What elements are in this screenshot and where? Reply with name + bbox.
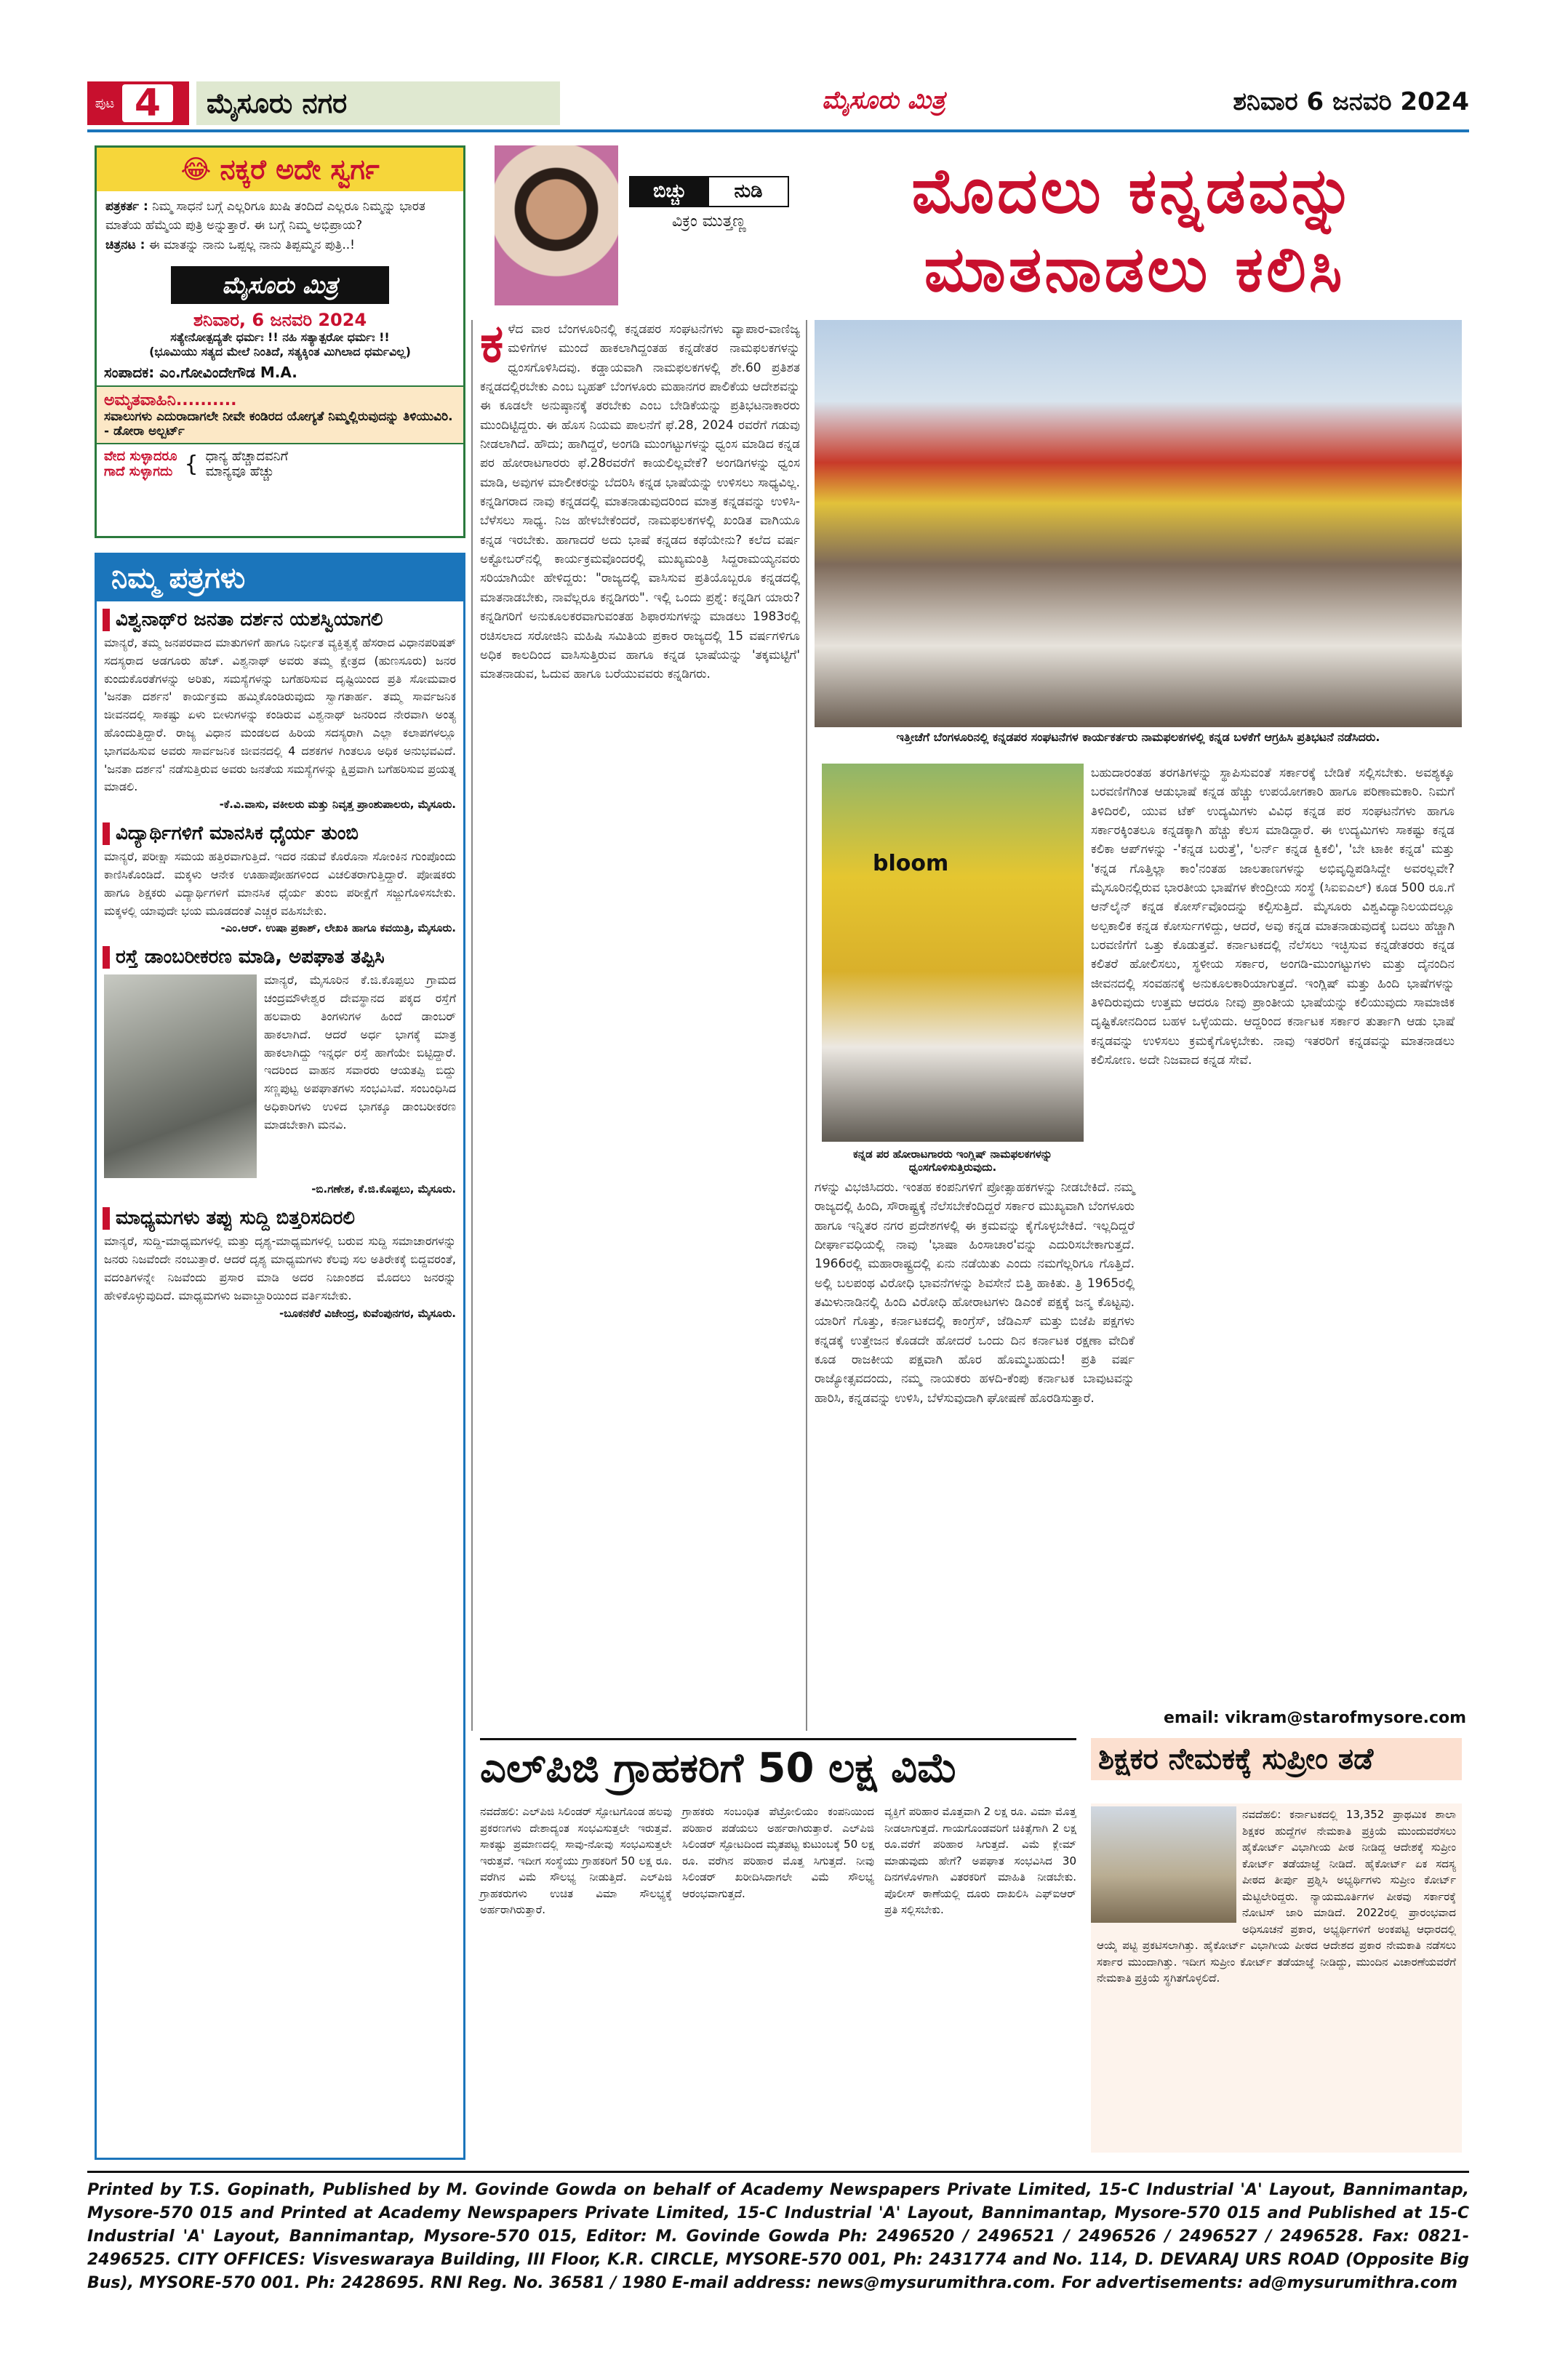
letter-4-body: ಮಾನ್ಯರೆ, ಸುದ್ದಿ-ಮಾಧ್ಯಮಗಳಲ್ಲಿ ಮತ್ತು ದೃಶ್ಯ-ಮಾಧ್ಯಮಗಳಲ್ಲಿ ಬರುವ ಸುದ್ದಿ ಸಮಾಚಾರಗಳನ್ನು ಜನರು ನಿಜವೆಂದೇ ನಂಬುತ್ತಾರೆ. ಆದರೆ ದೃಶ್ಯ ಮಾಧ್ಯಮಗಳು ಕೆಲವು ಸಲ ಅತಿರೇಕಕ್ಕೆ ಬಿದ್ದವರಂತೆ, ವದಂತಿಗಳನ್ನೇ ನಿಜವೆಂದು ಪ್ರಸಾರ ಮಾಡಿ ಅದರ ನಿಜಾಂಶದ ಮೊದಲು ಜನರನ್ನು ಹೇಳಿಕೊಳ್ಳುವುದಿದೆ. ಮಾಧ್ಯಮಗಳು ಜವಾಬ್ದಾರಿಯಿಂದ ವರ್ತಿಸಬೇಕು. bbox=[104, 1234, 456, 1302]
lpg-column-2: ಗ್ರಾಹಕರು ಸಂಬಂಧಿತ ಪೆಟ್ರೋಲಿಯಂ ಕಂಪನಿಯಿಂದ ಪರಿಹಾರ ಪಡೆಯಲು ಅರ್ಹರಾಗಿರುತ್ತಾರೆ. ಎಲ್‌ಪಿಜಿ ಸಿಲಿಂಡರ್ ಸ್ಫೋಟದಿಂದ ಮೃತಪಟ್ಟ ಕುಟುಂಬಕ್ಕೆ 50 ಲಕ್ಷ ರೂ. ವರೆಗಿನ ಪರಿಹಾರ ಮೊತ್ತ ಸಿಗುತ್ತದೆ. ನೀವು ಸಿಲಿಂಡರ್ ಖರೀದಿಸಿದಾಗಲೇ ವಿಮೆ ಸೌಲಭ್ಯ ಆರಂಭವಾಗುತ್ತದೆ. bbox=[682, 1805, 874, 1900]
protest-photo-caption: ಇತ್ತೀಚೆಗೆ ಬೆಂಗಳೂರಿನಲ್ಲಿ ಕನ್ನಡಪರ ಸಂಘಟನೆಗಳ ಕಾರ್ಯಕರ್ತರು ನಾಮಫಲಕಗಳಲ್ಲಿ ಕನ್ನಡ ಬಳಕೆಗೆ ಆಗ್ರಹಿಸಿ ಪ್ರತಿಭಟನೆ ನಡೆಸಿದರು. bbox=[896, 730, 1380, 744]
author-name: ವಿಕ್ರಂ ಮುತ್ತಣ್ಣ bbox=[672, 212, 746, 231]
article-text-1: ಳೆದ ವಾರ ಬೆಂಗಳೂರಿನಲ್ಲಿ ಕನ್ನಡಪರ ಸಂಘಟನೆಗಳು ವ್ಯಾಪಾರ-ವಾಣಿಜ್ಯ ಮಳಿಗೆಗಳ ಮುಂದೆ ಹಾಕಲಾಗಿದ್ದಂತಹ ಕನ್ನಡೇತರ ನಾಮಫಲಕಗಳನ್ನು ಧ್ವಂಸಗೊಳಿಸಿದವು. ಕಡ್ಡಾಯವಾಗಿ ನಾಮಫಲಕಗಳಲ್ಲಿ ಶೇ.60 ಪ್ರತಿಶತ ಕನ್ನಡದಲ್ಲಿರಬೇಕು ಎಂಬ ಬೃಹತ್ ಬೆಂಗಳೂರು ಮಹಾನಗರ ಪಾಲಿಕೆಯ ಆದೇಶವನ್ನು ಈ ಕೂಡಲೇ ಅನುಷ್ಠಾನಕ್ಕೆ ತರಬೇಕು ಎಂಬ ಬೇಡಿಕೆಯನ್ನು ಪ್ರತಿಭಟನಾಕಾರರು ಮುಂದಿಟ್ಟಿದ್ದರು. ಈ ಹೊಸ ನಿಯಮ ಪಾಲನೆಗೆ ಫೆ.28, 2024 ರವರೆಗೆ ಗಡುವು ನೀಡಲಾಗಿದೆ. ಹೌದು; ಹಾಗಿದ್ದರೆ, ಅಂಗಡಿ ಮುಂಗಟ್ಟುಗಳನ್ನು ಧ್ವಂಸ ಮಾಡಿದ ಕನ್ನಡ ಪರ ಹೋರಾಟಗಾರರು ಫೆ.28ರವರೆಗೆ ಕಾಯಲಿಲ್ಲವೇಕೆ? ಅಂಗಡಿಗಳನ್ನು ಧ್ವಂಸ ಮಾಡಿ, ಅವುಗಳ ಮಾಲೀಕರನ್ನು ಬೆದರಿಸಿ ಕನ್ನಡ ಭಾಷೆಯನ್ನು ಉಳಿಸಲು ಸಾಧ್ಯವಿಲ್ಲ. ಕನ್ನಡಿಗರಾದ ನಾವು ಕನ್ನಡದಲ್ಲಿ ಮಾತನಾಡುವುದರಿಂದ ಮಾತ್ರ ಕನ್ನಡವನ್ನು ಉಳಿಸಿ-ಬೆಳೆಸಲು ಸಾಧ್ಯ. ನಿಜ ಹೇಳಬೇಕೆಂದರೆ, ನಾಮಫಲಕಗಳಲ್ಲಿ ಖಂಡಿತ ವಾಗಿಯೂ ಕನ್ನಡ ಇರಬೇಕು. ಹಾಗಾದರೆ ಅದು ಭಾಷೆ ಕನ್ನಡದ ಕಥೆಯೇನು? ಕಲೆದ ವರ್ಷ ಅಕ್ಟೋಬರ್‌ನಲ್ಲಿ ಕಾರ್ಯಕ್ರಮವೊಂದರಲ್ಲಿ ಮುಖ್ಯಮಂತ್ರಿ ಸಿದ್ದರಾಮಯ್ಯನವರು ಸರಿಯಾಗಿಯೇ ಹೇಳಿದ್ದರು: "ರಾಜ್ಯದಲ್ಲಿ ವಾಸಿಸುವ ಪ್ರತಿಯೊಬ್ಬರೂ ಕನ್ನಡದಲ್ಲಿ ಮಾತನಾಡಬೇಕು, ನಾವೆಲ್ಲರೂ ಕನ್ನಡಿಗರು". ಇಲ್ಲಿ ಒಂದು ಪ್ರಶ್ನೆ: ಕನ್ನಡಿಗ ಯಾರು? ಕನ್ನಡಿಗರಿಗೆ ಅನುಕೂಲಕರವಾಗುವಂತಹ ಶಿಫಾರಸುಗಳನ್ನು ಮಾಡಲು 1983ರಲ್ಲಿ ರಚಿಸಲಾದ ಸರೋಜಿನಿ ಮಹಿಷಿ ಸಮಿತಿಯ ಪ್ರಕಾರ ರಾಜ್ಯದಲ್ಲಿ 15 ವರ್ಷಗಳಿಗೂ ಅಧಿಕ ಕಾಲದಿಂದ ವಾಸಿಸುತ್ತಿರುವ ಹಾಗೂ ಕನ್ನಡ ಭಾಷೆಯನ್ನು 'ತಕ್ಕಮಟ್ಟಿಗೆ' ಮಾತನಾಡುವ, ಓದುವ ಹಾಗೂ ಬರೆಯುವವರು ಕನ್ನಡಿಗರು. bbox=[480, 322, 800, 682]
author-email: email: vikram@starofmysore.com bbox=[1164, 1709, 1467, 1727]
letter-3-headline: ರಸ್ತೆ ಡಾಂಬರೀಕರಣ ಮಾಡಿ, ಅಪಘಾತ ತಪ್ಪಿಸಿ bbox=[103, 946, 457, 969]
signboard-photo-caption: ಕನ್ನಡ ಪರ ಹೋರಾಟಗಾರರು ಇಂಗ್ಲಿಷ್ ನಾಮಫಲಕಗಳನ್ನು ಧ್ವಂಸಗೊಳಿಸುತ್ತಿರುವುದು. bbox=[853, 1148, 1052, 1174]
signboard-photo bbox=[822, 764, 1084, 1142]
letter-4-signature: -ಬೂಕನಕೆರೆ ವಿಜೇಂದ್ರ, ಕುವೆಂಪುನಗರ, ಮೈಸೂರು. bbox=[279, 1306, 456, 1320]
author-photo bbox=[495, 145, 618, 305]
imprint-footer: Printed by T.S. Gopinath, Published by M. Govinde Gowda on behalf of Academy Newspapers Private Limited, 15-C Industrial 'A' Layout, Bannimantap, Mysore-570 015 and Printed at Academy Newspapers Private Limited, 15-C Industrial 'A' Layout, Bannimantap, Mysore-570 015 and Published at 15-C Industrial 'A' Layout, Bannimantap, Mysore-570 015, Editor: M. Govinde Gowda Ph: 2496520 / 2496521 / 2496526 / 2496527 / 2496528. Fax: 0821-2496525. CITY OFFICES: Visveswaraya Building, III Floor, K.R. CIRCLE, MYSORE-570 001, Ph: 2431774 and No. 114, D. DEVARAJ URS ROAD (Opposite Big Bus), MYSORE-570 001. Ph: 2428695. RNI Reg. No. 36581 / 1980 E-mail address: news@mysurumithra.com. For advertisements: ad@mysurumithra.com bbox=[87, 2171, 1469, 2294]
court-headline: ಶಿಕ್ಷಕರ ನೇಮಕಕ್ಕೆ ಸುಪ್ರೀಂ ತಡೆ bbox=[1091, 1738, 1462, 1780]
letter-2-signature: -ಎಂ.ಆರ್. ಉಷಾ ಪ್ರಕಾಶ್, ಲೇಖಕಿ ಹಾಗೂ ಕವಯಿತ್ರಿ, ಮೈಸೂರು. bbox=[220, 921, 456, 935]
column-badge-right: ನುಡಿ bbox=[734, 180, 763, 202]
letter-3-body: ಮಾನ್ಯರೆ, ಮೈಸೂರಿನ ಕೆ.ಜಿ.ಕೊಪ್ಪಲು ಗ್ರಾಮದ ಚಂದ್ರಮೌಳೇಶ್ವರ ದೇವಸ್ಥಾನದ ಪಕ್ಕದ ರಸ್ತೆಗೆ ಹಲವಾರು ತಿಂಗಳುಗಳ ಹಿಂದೆ ಡಾಂಬರ್ ಹಾಕಲಾಗಿದೆ. ಆದರೆ ಅರ್ಧ ಭಾಗಕ್ಕೆ ಮಾತ್ರ ಹಾಕಲಾಗಿದ್ದು ಇನ್ನರ್ಧ ರಸ್ತೆ ಹಾಗೆಯೇ ಬಿಟ್ಟಿದ್ದಾರೆ. ಇದರಿಂದ ವಾಹನ ಸವಾರರು ಆಯತಪ್ಪಿ ಬಿದ್ದು ಸಣ್ಣಪುಟ್ಟ ಅಪಘಾತಗಳು ಸಂಭವಿಸಿವೆ. ಸಂಬಂಧಿಸಿದ ಅಧಿಕಾರಿಗಳು ಉಳಿದ ಭಾಗಕ್ಕೂ ಡಾಂಬರೀಕರಣ ಮಾಡಬೇಕಾಗಿ ಮನವಿ. bbox=[264, 973, 456, 1132]
masthead-motto: ಸತ್ಯೇನೋತ್ಪದ್ಯತೇ ಧರ್ಮಃ !! ನಹಿ ಸತ್ಯಾತ್ಪರೋ ಧರ್ಮಃ !! bbox=[170, 330, 390, 345]
issue-date: ಶನಿವಾರ 6 ಜನವರಿ 2024 bbox=[1233, 87, 1469, 116]
column-divider bbox=[471, 320, 473, 1731]
article-column-1 bbox=[480, 313, 800, 1716]
masthead-date: ಶನಿವಾರ, 6 ಜನವರಿ 2024 bbox=[193, 310, 367, 331]
lpg-headline: ಎಲ್‌ಪಿಜಿ ಗ್ರಾಹಕರಿಗೆ 50 ಲಕ್ಷ ವಿಮೆ bbox=[480, 1738, 1076, 1793]
main-headline: ಮೊದಲು ಕನ್ನಡವನ್ನು ಮಾತನಾಡಲು ಕಲಿಸಿ bbox=[911, 155, 1358, 306]
amruta-vahini bbox=[97, 385, 463, 443]
joke-answer: ಈ ಮಾತನ್ನು ನಾನು ಒಪ್ಪಲ್ಲ ನಾನು ತಿಪ್ಪಮ್ಮನ ಪುತ್ರಿ..! bbox=[148, 237, 355, 252]
nakkare-box bbox=[95, 145, 465, 538]
joke-q-label: ಪತ್ರಕರ್ತ : bbox=[105, 199, 148, 214]
dropcap: ಕ bbox=[480, 313, 504, 374]
masthead-logo: ಮೈಸೂರು ಮಿತ್ರ bbox=[171, 266, 389, 304]
proverb-box bbox=[97, 443, 463, 484]
page-header bbox=[87, 81, 1469, 125]
column-divider bbox=[806, 320, 807, 1731]
editor-name: ಸಂಪಾದಕ: ಎಂ.ಗೋವಿಂದೇಗೌಡ M.A. bbox=[104, 364, 297, 382]
amruta-quote: ಸವಾಲುಗಳು ಎದುರಾದಾಗಲೇ ನೀವೇ ಕಂಡಿರದ ಯೋಗ್ಯತೆ ನಿಮ್ಮಲ್ಲಿರುವುದನ್ನು ತಿಳಿಯುವಿರಿ. - ಡೋರಾ ಅಲ್ಬರ್ಟ್ bbox=[104, 409, 453, 439]
letter-2-body: ಮಾನ್ಯರೆ, ಪರೀಕ್ಷಾ ಸಮಯ ಹತ್ತಿರವಾಗುತ್ತಿದೆ. ಇದರ ನಡುವೆ ಕೊರೊನಾ ಸೋಂಕಿನ ಗುಂಪೊಂದು ಕಾಣಿಸಿಕೊಂಡಿದೆ. ಮಕ್ಕಳು ಆನೇಕ ಊಹಾಪೋಹಗಳಿಂದ ವಿಚಲಿತರಾಗುತ್ತಿದ್ದಾರೆ. ಪೋಷಕರು ಹಾಗೂ ಶಿಕ್ಷಕರು ವಿದ್ಯಾರ್ಥಿಗಳಿಗೆ ಮಾನಸಿಕ ಧೈರ್ಯ ತುಂಬಿ ಪರೀಕ್ಷೆಗೆ ಸಜ್ಜುಗೊಳಿಸಬೇಕು. ಮಕ್ಕಳಲ್ಲಿ ಯಾವುದೇ ಭಯ ಮೂಡದಂತೆ ಎಚ್ಚರ ವಹಿಸಬೇಕು. bbox=[104, 849, 456, 918]
nakkare-title: 😂 ನಕ್ಕರೆ ಅದೇ ಸ್ವರ್ಗ bbox=[97, 148, 463, 191]
nakkare-joke bbox=[97, 191, 463, 260]
court-story bbox=[1091, 1803, 1462, 2153]
letter-3-signature: -ಬಿ.ಗಣೇಶ, ಕೆ.ಜಿ.ಕೊಪ್ಪಲು, ಮೈಸೂರು. bbox=[311, 1182, 456, 1196]
laughing-face-icon: 😂 bbox=[180, 154, 212, 185]
columnist-header bbox=[480, 145, 800, 313]
masthead-motto-translation: (ಭೂಮಿಯು ಸತ್ಯದ ಮೇಲೆ ನಿಂತಿದೆ, ಸತ್ಯಕ್ಕಿಂತ ಮಿಗಿಲಾದ ಧರ್ಮವಿಲ್ಲ) bbox=[149, 345, 411, 359]
proverb-right-2: ಮಾನ್ಯವೂ ಹೆಚ್ಚು bbox=[205, 464, 274, 480]
page-number-badge bbox=[87, 81, 189, 125]
letter-1-body: ಮಾನ್ಯರೆ, ತಮ್ಮ ಜನಪರವಾದ ಮಾತುಗಳಿಗೆ ಹಾಗೂ ನಿರ್ಭೀತ ವ್ಯಕ್ತಿತ್ವಕ್ಕೆ ಹೆಸರಾದ ವಿಧಾನಪರಿಷತ್ ಸದಸ್ಯರಾದ ಅಡಗೂರು ಹೆಚ್. ವಿಶ್ವನಾಥ್ ಅವರು ತಮ್ಮ ಕ್ಷೇತ್ರದ (ಹುಣಸೂರು) ಜನರ ಕುಂದುಕೊರತೆಗಳನ್ನು ಅರಿತು, ಸಮಸ್ಯೆಗಳನ್ನು ಬಗೆಹರಿಸುವ ದೃಷ್ಟಿಯಿಂದ ಪ್ರತಿ ಸೋಮವಾರ 'ಜನತಾ ದರ್ಶನ' ಕಾರ್ಯಕ್ರಮ ಹಮ್ಮಿಕೊಂಡಿರುವುದು ಸ್ವಾಗತಾರ್ಹ. ತಮ್ಮ ಸಾರ್ವಜನಿಕ ಜೀವನದಲ್ಲಿ ಸಾಕಷ್ಟು ಏಳು ಬೀಳುಗಳನ್ನು ಕಂಡಿರುವ ವಿಶ್ವನಾಥ್ ಜನರಿಂದ ನೇರವಾಗಿ ಅಂತ್ಯ ಹೊಂದುತ್ತಿದ್ದಾರೆ. ರಾಜ್ಯ ವಿಧಾನ ಮಂಡಲದ ಹಿರಿಯ ಸದಸ್ಯರಾಗಿ ಎಲ್ಲಾ ಕಲಾಪಗಳಲ್ಲೂ ಭಾಗವಹಿಸುವ ಅವರು ಸಾರ್ವಜನಿಕ ಜೀವನದಲ್ಲಿ 4 ದಶಕಗಳ ಗಿಂತಲೂ ಅಧಿಕ ಅನುಭವವಿದೆ. 'ಜನತಾ ದರ್ಶನ' ನಡೆಸುತ್ತಿರುವ ಅವರು ಜನತೆಯ ಸಮಸ್ಯೆಗಳನ್ನು ಕ್ಷಿಪ್ರವಾಗಿ ಬಗೆಹರಿಸುವ ಪ್ರಯತ್ನ ಮಾಡಲಿ. bbox=[104, 636, 456, 794]
column-badge-left: ಬಿಚ್ಚು bbox=[631, 177, 709, 206]
letters-title: ನಿಮ್ಮ ಪತ್ರಗಳು bbox=[97, 555, 463, 601]
lpg-column-1: ನವದೆಹಲಿ: ಎಲ್‌ಪಿಜಿ ಸಿಲಿಂಡರ್ ಸ್ಫೋಟಗೊಂಡ ಹಲವು ಪ್ರಕರಣಗಳು ದೇಶಾದ್ಯಂತ ಸಂಭವಿಸುತ್ತಲೇ ಇರುತ್ತವೆ. ಸಾಕಷ್ಟು ಪ್ರಮಾಣದಲ್ಲಿ ಸಾವು-ನೋವು ಸಂಭವಿಸುತ್ತಲೇ ಇರುತ್ತವೆ. ಇದೀಗ ಸಂಸ್ಥೆಯು ಗ್ರಾಹಕರಿಗೆ 50 ಲಕ್ಷ ರೂ. ವರೆಗಿನ ವಿಮೆ ಸೌಲಭ್ಯ ನೀಡುತ್ತಿದೆ. ಎಲ್‌ಪಿಜಿ ಗ್ರಾಹಕರುಗಳು ಉಚಿತ ವಿಮಾ ಸೌಲಭ್ಯಕ್ಕೆ ಅರ್ಹರಾಗಿರುತ್ತಾರೆ. bbox=[480, 1805, 672, 1916]
proverb-left-1: ವೇದ ಸುಳ್ಳಾದರೂ bbox=[104, 449, 177, 465]
page-number: 4 bbox=[122, 84, 173, 122]
article-column-3: ಬಹುದಾರಂತಹ ತರಗತಿಗಳನ್ನು ಸ್ಥಾಪಿಸುವಂತೆ ಸರ್ಕಾರಕ್ಕೆ ಬೇಡಿಕೆ ಸಲ್ಲಿಸಬೇಕು. ಅವಶ್ಯಕ್ಕೂ ಬರವಣಿಗೆಗಿಂತ ಆಡುಭಾಷೆ ಕನ್ನಡ ಹೆಚ್ಚು ಉಪಯೋಗಕಾರಿ ಹಾಗೂ ಪರಿಣಾಮಕಾರಿ. ನಿಮಗೆ ತಿಳಿದಿರಲಿ, ಯುವ ಟೆಕ್ ಉದ್ಯಮಿಗಳು ವಿವಿಧ ಕನ್ನಡ ಪರ ಸಂಘಟನೆಗಳು ಹಾಗೂ ಸರ್ಕಾರಕ್ಕಿಂತಲೂ ಕನ್ನಡಕ್ಕಾಗಿ ಹೆಚ್ಚು ಕೆಲಸ ಮಾಡಿದ್ದಾರೆ. ಈ ಉದ್ಯಮಿಗಳು ಸಾಕಷ್ಟು ಕನ್ನಡ ಕಲಿಕಾ ಆಪ್‌ಗಳನ್ನು -'ಕನ್ನಡ ಬರುತ್ತೆ', 'ಲರ್ನ್ ಕನ್ನಡ ಕ್ವಿಕಲಿ', 'ಬೇ ಟಾಕೀ ಕನ್ನಡ' ಮತ್ತು 'ಕನ್ನಡ ಗೊತ್ತಿಲ್ಲಾ ಕಾಂ'ನಂತಹ ಜಾಲತಾಣಗಳನ್ನು ಅಭಿವೃದ್ಧಿಪಡಿಸಿದ್ದೇ ಅವರಲ್ಲವೇ? ಮೈಸೂರಿನಲ್ಲಿರುವ ಭಾರತೀಯ ಭಾಷೆಗಳ ಕೇಂದ್ರೀಯ ಸಂಸ್ಥೆ (ಸಿಐಐಎಲ್) ಕೂಡ 500 ರೂ.ಗೆ ಆನ್‌ಲೈನ್ ಕನ್ನಡ ಕೋರ್ಸ್‌ವೊಂದನ್ನು ಕಲ್ಪಿಸುತ್ತಿದೆ. ಮೈಸೂರು ವಿಶ್ವವಿದ್ಯಾನಿಲಯದಲ್ಲೂ ಅಲ್ಪಕಾಲಿಕ ಕನ್ನಡ ಕೋರ್ಸುಗಳಿದ್ದು, ಆದರೆ, ಅವು ಕನ್ನಡ ಮಾತನಾಡುವುದಕ್ಕೆ ಬದಲು ಹೆಚ್ಚಾಗಿ ಬರವಣಿಗೆಗೆ ಒತ್ತು ಕೊಡುತ್ತವೆ. ಕರ್ನಾಟಕದಲ್ಲಿ ನೆಲೆಸಲು ಇಚ್ಛಿಸುವ ಕನ್ನಡೇತರರು ಕನ್ನಡ ಕಲಿತರೆ ಹೋಲಿಸಲು, ಸ್ಥಳೀಯ ಸರ್ಕಾರ, ಅಂಗಡಿ-ಮುಂಗಟ್ಟುಗಳು ಮತ್ತು ದೈನಂದಿನ ಜೀವನದಲ್ಲಿ ಸಂವಹನಕ್ಕೆ ಅನುಕೂಲಕಾರಿಯಾಗುತ್ತದೆ. ಇಂಗ್ಲಿಷ್ ಮತ್ತು ಹಿಂದಿ ಭಾಷೆಗಳನ್ನು ತಿಳಿದಿರುವುದು ಉತ್ತಮ ಆದರೂ ನೀವು ಪ್ರಾಂತೀಯ ಭಾಷೆಯನ್ನು ಕಲಿಯುವುದು ಸಾಮಾಜಿಕ ದೃಷ್ಟಿಕೋನದಿಂದ ಬಹಳ ಒಳ್ಳೆಯದು. ಆದ್ದರಿಂದ ಕರ್ನಾಟಕ ಸರ್ಕಾರ ತುರ್ತಾಗಿ ಆಡು ಭಾಷೆ ಕನ್ನಡವನ್ನು ಉಳಿಸಲು ಕ್ರಮಕೈಗೊಳ್ಳಬೇಕು. ನಾವು ಇತರರಿಗೆ ಕನ್ನಡವನ್ನು ಮಾತನಾಡಲು ಕಲಿಸೋಣ. ಅದೇ ನಿಜವಾದ ಕನ್ನಡ ಸೇವೆ. bbox=[1091, 766, 1455, 1068]
signboard-text: bloom bbox=[873, 851, 949, 876]
protest-photo bbox=[815, 320, 1462, 727]
section-title: ಮೈಸೂರು ನಗರ bbox=[196, 81, 560, 125]
joke-a-label: ಚಿತ್ರನಟ : bbox=[105, 237, 145, 252]
lpg-story bbox=[480, 1803, 1076, 2153]
proverb-left-2: ಗಾದೆ ಸುಳ್ಳಾಗದು bbox=[104, 464, 173, 480]
supreme-court-photo bbox=[1091, 1806, 1236, 1923]
proverb-right-1: ಧಾನ್ಯ ಹೆಚ್ಚಾದವನಿಗೆ bbox=[205, 449, 289, 465]
article-column-2: ಗಳನ್ನು ವಿಭಜಿಸಿದರು. ಇಂತಹ ಕಂಪನಿಗಳಿಗೆ ಪ್ರೋತ್ಸಾಹಕಗಳನ್ನು ನೀಡಬೇಕಿದೆ. ನಮ್ಮ ರಾಜ್ಯದಲ್ಲಿ ಹಿಂದಿ, ಸೌರಾಷ್ಟ್ರಕ್ಕೆ ನೆಲೆಸಬೇಕೆಂದಿದ್ದರೆ ಸರ್ಕಾರ ಮುಖ್ಯವಾಗಿ ಬೆಂಗಳೂರು ಹಾಗೂ ಇನ್ನಿತರ ನಗರ ಪ್ರದೇಶಗಳಲ್ಲಿ ಈ ಕ್ರಮವನ್ನು ಕೈಗೊಳ್ಳಬೇಕಿದೆ. ಇಲ್ಲದಿದ್ದರೆ ದೀರ್ಘಾವಧಿಯಲ್ಲಿ ನಾವು 'ಭಾಷಾ ಹಿಂಸಾಚಾರ'ವನ್ನು ಎದುರಿಸಬೇಕಾಗುತ್ತದೆ. 1966ರಲ್ಲಿ ಮಹಾರಾಷ್ಟ್ರದಲ್ಲಿ ಏನು ನಡೆಯಿತು ಎಂದು ನಮಗೆಲ್ಲರಿಗೂ ಗೊತ್ತಿದೆ. ಅಲ್ಲಿ ಬಲಪಂಥ ವಿರೋಧಿ ಭಾವನೆಗಳನ್ನು ಶಿವಸೇನೆ ಬಿತ್ತಿ ಹಾಕಿತು. ತ್ರಿ 1965ರಲ್ಲಿ ತಮಿಳುನಾಡಿನಲ್ಲಿ ಹಿಂದಿ ವಿರೋಧಿ ಹೋರಾಟಗಳು ಡಿಎಂಕೆ ಪಕ್ಷಕ್ಕೆ ಜನ್ಮ ಕೊಟ್ಟವು. ಯಾರಿಗೆ ಗೊತ್ತು, ಕರ್ನಾಟಕದಲ್ಲಿ ಕಾಂಗ್ರೆಸ್, ಜೆಡಿಎಸ್ ಮತ್ತು ಬಿಜೆಪಿ ಪಕ್ಷಗಳು ಕನ್ನಡಕ್ಕೆ ಉತ್ತೇಜನ ಕೊಡದೇ ಹೋದರೆ ಒಂದು ದಿನ ಕರ್ನಾಟಕ ರಕ್ಷಣಾ ವೇದಿಕೆ ಕೂಡ ರಾಜಕೀಯ ಪಕ್ಷವಾಗಿ ಹೊರ ಹೊಮ್ಮಬಹುದು! ಪ್ರತಿ ವರ್ಷ ರಾಜ್ಯೋತ್ಸವದಂದು, ನಮ್ಮ ನಾಯಕರು ಹಳದಿ-ಕೆಂಪು ಕರ್ನಾಟಕ ಬಾವುಟವನ್ನು ಹಾರಿಸಿ, ಕನ್ನಡವನ್ನು ಉಳಿಸಿ, ಬೆಳೆಸುವುದಾಗಿ ಘೋಷಣೆ ಹೊರಡಿಸುತ್ತಾರೆ. bbox=[815, 1180, 1135, 1406]
joke-question: ನಿಮ್ಮ ಸಾಧನೆ ಬಗ್ಗೆ ಎಲ್ಲರಿಗೂ ಖುಷಿ ತಂದಿದೆ ಎಲ್ಲರೂ ನಿಮ್ಮನ್ನು ಭಾರತ ಮಾತೆಯ ಹೆಮ್ಮೆಯ ಪುತ್ರಿ ಅನ್ನುತ್ತಾರೆ. ಈ ಬಗ್ಗೆ ನಿಮ್ಮ ಅಭಿಪ್ರಾಯ? bbox=[105, 199, 425, 233]
letters-section bbox=[95, 553, 465, 2160]
letter-4-headline: ಮಾಧ್ಯಮಗಳು ತಪ್ಪು ಸುದ್ದಿ ಬಿತ್ತರಿಸದಿರಲಿ bbox=[103, 1207, 457, 1230]
brace-icon: { bbox=[184, 451, 199, 477]
newspaper-logo: ಮೈಸೂರು ಮಿತ್ರ bbox=[822, 86, 945, 115]
page-label: ಪುಟ bbox=[95, 95, 115, 111]
letter-2-headline: ವಿದ್ಯಾರ್ಥಿಗಳಿಗೆ ಮಾನಸಿಕ ಧೈರ್ಯ ತುಂಬಿ bbox=[103, 822, 457, 845]
header-divider bbox=[87, 129, 1469, 132]
letter-3-wrap bbox=[97, 972, 463, 1134]
letter-1-signature: -ಕೆ.ವಿ.ವಾಸು, ವಕೀಲರು ಮತ್ತು ನಿವೃತ್ತ ಪ್ರಾಂಶುಪಾಲರು, ಮೈಸೂರು. bbox=[219, 798, 456, 812]
court-story-text: ನವದೆಹಲಿ: ಕರ್ನಾಟಕದಲ್ಲಿ 13,352 ಪ್ರಾಥಮಿಕ ಶಾಲಾ ಶಿಕ್ಷಕರ ಹುದ್ದೆಗಳ ನೇಮಕಾತಿ ಪ್ರಕ್ರಿಯೆ ಮುಂದುವರೆಸಲು ಹೈಕೋರ್ಟ್ ವಿಭಾಗೀಯ ಪೀಠ ನೀಡಿದ್ದ ಆದೇಶಕ್ಕೆ ಸುಪ್ರೀಂ ಕೋರ್ಟ್ ತಡೆಯಾಜ್ಞೆ ನೀಡಿದೆ. ಹೈಕೋರ್ಟ್ ಏಕ ಸದಸ್ಯ ಪೀಠದ ತೀರ್ಪು ಪ್ರಶ್ನಿಸಿ ಅಭ್ಯರ್ಥಿಗಳು ಸುಪ್ರೀಂ ಕೋರ್ಟ್ ಮೆಟ್ಟಿಲೇರಿದ್ದರು. ನ್ಯಾಯಮೂರ್ತಿಗಳ ಪೀಠವು ಸರ್ಕಾರಕ್ಕೆ ನೋಟಿಸ್ ಜಾರಿ ಮಾಡಿದೆ. 2022ರಲ್ಲಿ ಪ್ರಾರಂಭವಾದ ಅಧಿಸೂಚನೆ ಪ್ರಕಾರ, ಅಭ್ಯರ್ಥಿಗಳಿಗೆ ಅಂಕಪಟ್ಟಿ ಆಧಾರದಲ್ಲಿ ಆಯ್ಕೆ ಪಟ್ಟಿ ಪ್ರಕಟಿಸಲಾಗಿತ್ತು. ಹೈಕೋರ್ಟ್ ವಿಭಾಗೀಯ ಪೀಠದ ಆದೇಶದ ಪ್ರಕಾರ ನೇಮಕಾತಿ ನಡೆಸಲು ಸರ್ಕಾರ ಮುಂದಾಗಿತ್ತು. ಇದೀಗ ಸುಪ್ರೀಂ ಕೋರ್ಟ್ ತಡೆಯಾಜ್ಞೆ ನೀಡಿದ್ದು, ಮುಂದಿನ ವಿಚಾರಣೆಯವರೆಗೆ ನೇಮಕಾತಿ ಪ್ರಕ್ರಿಯೆ ಸ್ಥಗಿತಗೊಳ್ಳಲಿದೆ. bbox=[1097, 1808, 1456, 1985]
amruta-title: ಅಮೃತವಾಹಿನಿ.......... bbox=[104, 391, 237, 410]
lpg-column-3: ವ್ಯಕ್ತಿಗೆ ಪರಿಹಾರ ಮೊತ್ತವಾಗಿ 2 ಲಕ್ಷ ರೂ. ವಿಮಾ ಮೊತ್ತ ನೀಡಲಾಗುತ್ತದೆ. ಗಾಯಗೊಂಡವರಿಗೆ ಚಿಕಿತ್ಸೆಗಾಗಿ 2 ಲಕ್ಷ ರೂ.ವರೆಗೆ ಪರಿಹಾರ ಸಿಗುತ್ತದೆ. ವಿಮೆ ಕ್ಲೇಮ್ ಮಾಡುವುದು ಹೇಗೆ? ಅಪಘಾತ ಸಂಭವಿಸಿದ 30 ದಿನಗಳೊಳಗಾಗಿ ವಿತರಕರಿಗೆ ಮಾಹಿತಿ ನೀಡಬೇಕು. ಪೊಲೀಸ್ ಠಾಣೆಯಲ್ಲಿ ದೂರು ದಾಖಲಿಸಿ ಎಫ್‌ಐಆರ್ ಪ್ರತಿ ಸಲ್ಲಿಸಬೇಕು. bbox=[884, 1805, 1076, 1916]
road-photo bbox=[104, 974, 257, 1178]
column-badge bbox=[629, 176, 789, 207]
letter-1-headline: ವಿಶ್ವನಾಥ್‌ರ ಜನತಾ ದರ್ಶನ ಯಶಸ್ವಿಯಾಗಲಿ bbox=[103, 609, 457, 631]
